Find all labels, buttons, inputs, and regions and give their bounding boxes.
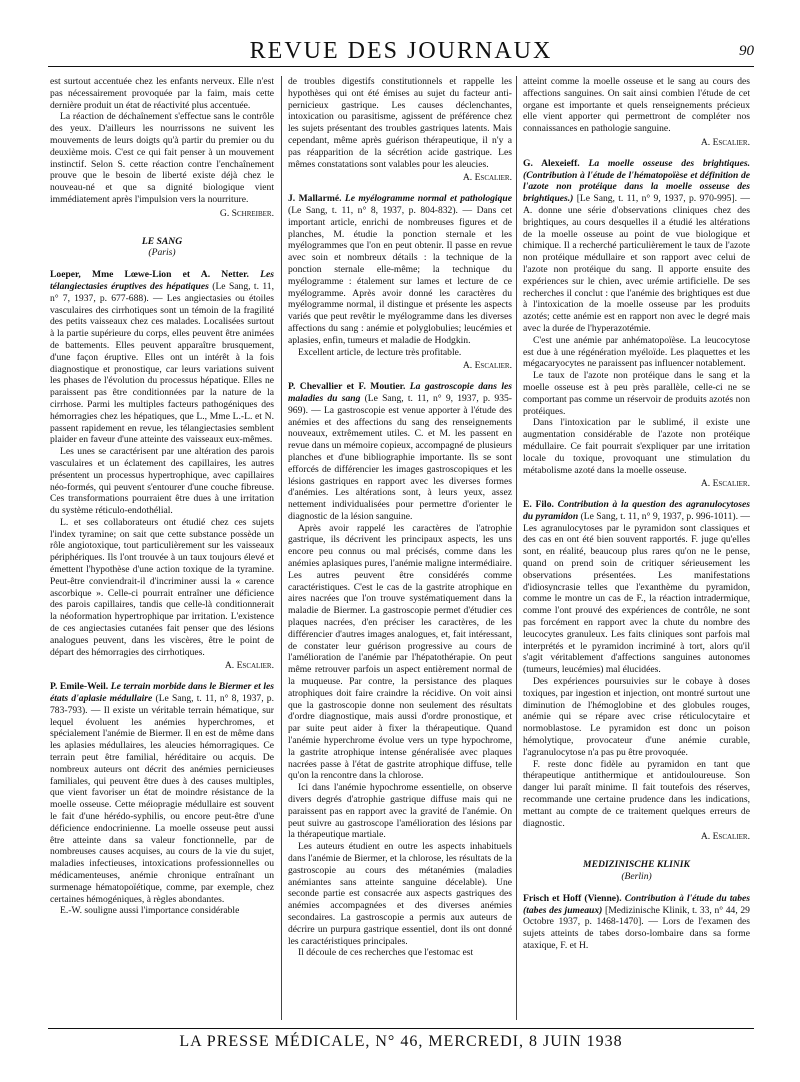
abstract-reference: (Le Sang, t. 11, n° 8, 1937, p. 804-832). xyxy=(288,204,458,216)
section-subtitle: (Berlin) xyxy=(621,871,652,882)
abstract-entry xyxy=(50,269,274,446)
abstract-title: Contribution à l'étude du tabes (tabes des jumeaux) xyxy=(523,892,750,916)
paragraph: est surtout accentuée chez les enfants nerveux. Elle n'est pas nécessairement provoquée par la faim, mais cette dernière produit un état de réactivité plus accentuée. xyxy=(50,76,274,111)
paragraph: de troubles digestifs constitutionnels et rappelle les hypothèses qui ont été émises au sujet du facteur anti-pernicieux gastrique. Les causes déclenchantes, intoxication ou parasitisme, agissent de préférence chez les sujets présentant des troubles gastriques latents. Mais cependant, même après guérison thérapeutique, il n'y a pas réapparition de la sécrétion acide gastrique. Les mêmes constatations sont valables pour les aleucies. xyxy=(288,76,512,170)
section-title: MEDIZINISCHE KLINIK xyxy=(583,859,690,871)
abstract-entry xyxy=(523,499,750,676)
abstract-authors: P. Emile-Weil. xyxy=(50,681,109,693)
paragraph: Les auteurs étudient en outre les aspects inhabituels dans l'anémie de Biermer, et la chlorose, les résultats de la gastroscopie au cours des métanémies (maladies anémiantes sans atteinte sanguine décelable). Une seconde partie est consacrée aux aspects gastriques des anémies accompagnées et des diverses anémies secondaires. La gastroscopie a permis aux auteurs de décrire un purpura gastrique essentiel, dont ils ont donné les caractéristiques principales. xyxy=(288,841,512,947)
paragraph: L. et ses collaborateurs ont étudié chez ces sujets l'index tyramine; on sait que cette substance possède un rôle angiotoxique, tout particulièrement sur les vaisseaux périphériques. Ils l'ont trouvée à un taux toujours élevé et émettent l'hypothèse d'une action toxique de la tyramine. Peut-être conviendrait-il d'incriminer aussi la « carence ascorbique ». Celle-ci pourrait entraîner une déficience des parois capillaires, tandis que celle-là conditionnerait la néoformation hypertrophique par irritation. L'existence de ces angiectasies cutanées fait penser que des lésions analogues peuvent, dans les viscères, être le point de départ des hémorragies des cirrhotiques. xyxy=(50,516,274,658)
abstract-signature: A. Escalier. xyxy=(224,660,274,672)
column-divider xyxy=(281,76,282,1020)
paragraph: F. reste donc fidèle au pyramidon en tant que thérapeutique antithermique et antidouloureuse. Son danger lui paraît minime. Il fait toutefois des réserves, recommande une certaine prudence dans les indications, mettant au compte de ce traitement quelques erreurs de diagnostic. xyxy=(523,758,750,829)
paragraph: La réaction de déchaînement s'effectue sans le contrôle des yeux. D'ailleurs les nourrissons ne suivent les mouvements de leurs doigts qu'à partir du premier ou du deuxième mois. C'est ce qui fait penser à un mouvement instinctif. Selon S. cette réaction contre l'enchaînement prouve que le besoin de liberté existe déjà chez le nouveau-né et que sa dignité biologique vient immédiatement après l'impulsion vers la nourriture. xyxy=(50,111,274,205)
paragraph: atteint comme la moelle osseuse et le sang au cours des affections sanguines. On sait ainsi combien l'étude de cet organe est importante et quels renseignements précieux elle vient apporter qui permettront de compléter nos connaissances en pathologie sanguine. xyxy=(523,76,750,135)
paragraph: C'est une anémie par anhématopoïèse. La leucocytose est due à une régénération myéloïde. Les plaquettes et les mégacaryocytes ne paraissent pas influencer notablement. xyxy=(523,334,750,370)
abstract-title: Le myélogramme normal et pathologique xyxy=(344,193,512,205)
abstract-entry xyxy=(523,158,750,335)
abstract-authors: Frisch et Hoff (Vienne). xyxy=(523,892,622,904)
paragraph: Ici dans l'anémie hypochrome essentielle, on observe divers degrés d'atrophie gastrique diffuse mais qui ne paraissent pas en rapport avec la gravité de l'anémie. On peut suivre au gastroscope l'amélioration des lésions par la thérapeutique martiale. xyxy=(288,782,512,841)
paragraph: Après avoir rappelé les caractères de l'atrophie gastrique, ils décrivent les principaux aspects, les uns encore peu connus ou mal précisés, comme dans les anémies aplasiques pures, l'anémie maligne intermédiaire. Les autres peuvent être considérés comme caractéristiques. C'est le cas de la gastrite atrophique en aires nacrées que l'on trouve systématiquement dans la maladie de Biermer. La gastroscopie permet d'étudier ces plaques nacrées, d'en préciser les caractères, de les différencier d'autres images analogues, et, fait intéressant, de constater leur guérison progressive au cours de l'amélioration de l'anémie par l'hépatothérapie. On peut même retrouver parfois un aspect entièrement normal de la muqueuse. Par contre, la persistance des plaques atrophiques doit faire craindre la récidive. On voit ainsi que la gastroscopie donne non seulement des résultats d'ordre diagnostique, mais aussi d'ordre pronostique, et par suite peut aider à fixer la thérapeutique. Quand l'anémie hyperchrome évolue vers un type hypochrome, la gastrite atrophique intense généralisée avec plaques nacrées passe à l'état de gastrite atrophique diffuse, telle qu'on la rencontre dans la chlorose. xyxy=(288,522,512,782)
abstract-text: — A. donne une série d'observations cliniques chez des brightiques, au cours desquelles il a étudié les altérations de la moelle osseuse au point de vue biologique et chimique. Il a recherché particulièrement le taux de l'azote non protéique médullaire et son rapport avec celui de l'azote non protéique du sang. Il apporte ensuite des expériences sur le chien, avec urémie artificielle. De ses recherches il conclut : que l'anémie des brightiques est due à l'intoxication de la moelle osseuse par les produits azotés; cette anémie est en rapport non avec le degré mais avec la durée de l'hyperazotémie. xyxy=(523,193,750,334)
journal-title: REVUE DES JOURNAUX xyxy=(249,38,553,64)
abstract-reference: [Le Sang, t. 11, n° 9, 1937, p. 970-995]. xyxy=(576,193,738,205)
abstract-reference: [Medizinische Klinik, t. 33, n° 44, 29 Octobre 1937, p. 1468-1470]. xyxy=(523,904,750,928)
paragraph: Le taux de l'azote non protéique dans le sang et la moelle osseuse est à peu près parallèle, celle-ci ne se comportant pas comme un réservoir de produits azotés non protéiques. xyxy=(523,370,750,417)
text-column-3 xyxy=(523,76,750,1020)
text-column-2 xyxy=(288,76,512,1020)
abstract-title: Contribution à la question des agranulocytoses du pyramidon xyxy=(523,499,750,522)
abstract-signature: G. Schreiber. xyxy=(219,207,274,219)
abstract-authors: P. Chevallier et F. Moutier. xyxy=(288,381,406,393)
abstract-entry xyxy=(523,893,750,952)
abstract-reference: (Le Sang, t. 11, n° 7, 1937, p. 677-688). xyxy=(50,280,274,304)
abstract-title: La moelle osseuse des brightiques. (Contribution à l'étude de l'hématopoïèse et définition de l'azote non protéique dans la moelle osseuse des brightiques.) xyxy=(523,157,750,205)
abstract-signature: A. Escalier. xyxy=(462,360,512,372)
paragraph: Des expériences poursuivies sur le cobaye à doses toxiques, par ingestion et injection, ont montré surtout une diminution de l'hémoglobine et des globules rouges, anémie qui se répare avec crise réticulocytaire et normoblastose. Le pyramidon est donc un poison hémolytique, provocateur d'une anémie curable, l'agranulocytose n'a pas pu être provoquée. xyxy=(523,676,750,758)
abstract-signature: A. Escalier. xyxy=(700,136,750,148)
section-title: LE SANG xyxy=(141,235,183,247)
paragraph: Il découle de ces recherches que l'estomac est xyxy=(298,947,474,959)
abstract-authors: J. Mallarmé. xyxy=(288,193,342,205)
paragraph: Excellent article, de lecture très profitable. xyxy=(298,346,462,358)
page-footer: LA PRESSE MÉDICALE, N° 46, MERCREDI, 8 JUIN 1938 xyxy=(48,1028,754,1051)
abstract-signature: A. Escalier. xyxy=(700,831,750,843)
abstract-reference: (Le Sang, t. 11, n° 9, 1937, p. 935-969). xyxy=(288,392,512,416)
abstract-title: La gastroscopie dans les maladies du sang xyxy=(288,381,512,404)
abstract-text: — Les agranulocytoses par le pyramidon sont classiques et des cas en ont été bien souvent rapportés. F. juge qu'elles sont, en réalité, beaucoup plus rares qu'on ne le pense, quand on prend soin de critiquer sérieusement les observations présentées. Les manifestations d'idiosyncrasie telles que l'exanthème du pyramidon, comme le montre un cas de F., la réaction intradermique, comme l'ont prouvé des expériences de contrôle, ne sont pas forcément en rapport avec la chute du nombre des leucocytes granuleux. Les faits cliniques sont parfois mal interprétés et le pyramidon incriminé à tort, alors qu'il s'agit véritablement d'affections sanguines autonomes (tumeurs, leucémies) mal élucidées. xyxy=(523,510,750,676)
text-column-1 xyxy=(50,76,274,1020)
page-header xyxy=(48,36,754,67)
abstract-reference: (Le Sang, t. 11, n° 9, 1937, p. 996-1011). xyxy=(580,510,739,522)
abstract-text: — La gastroscopie est venue apporter à l'étude des anémies et des affections du sang des renseignements nouveaux, extrêmement utiles. C. et M. les passent en revue dans un mémoire copieux, accompagné de plusieurs planches et d'une bibliographie importante. Ils se sont efforcés de différencier les images gastroscopiques et les lésions gastriques en rapport avec les diverses formes d'anémies. Les altérations sont, à leurs yeux, assez nettement individualisées pour permettre d'orienter le diagnostic de la lésion sanguine. xyxy=(288,404,512,522)
section-subtitle: (Paris) xyxy=(148,247,176,259)
abstract-entry xyxy=(50,681,274,905)
abstract-text: — Les angiectasies ou étoiles vasculaires des cirrhotiques sont un témoin de la fragilité des petits vaisseaux chez ces malades. Localisées surtout à la partie supérieure du corps, elles peuvent être animées de battements. Elles peuvent apparaître brusquement, d'une façon éruptive. Elles ont un intérêt à la fois diagnostique et pronostique, car leurs variations suivent les phases de l'évolution du processus hépatique. Elles ne paraissent pas être conditionnées par la nature de la cirrhose. Parmi les multiples facteurs pathogéniques des hémorragies chez les hépatiques, que L., Mme L.-L. et N. passent rapidement en revue, les télangiectasies semblent plaider en faveur d'une atteinte des vaisseaux eux-mêmes. xyxy=(50,292,274,446)
abstract-entry xyxy=(288,193,512,346)
paragraph: Les unes se caractérisent par une altération des parois vasculaires et un éclatement des capillaires, les autres présentent un processus hypertrophique, avec capillaires néo-formés, qui peuvent s'entourer d'une couche fibreuse. Ces transformations pourraient être dues à une irritation du système réticulo-endothélial. xyxy=(50,446,274,517)
abstract-signature: A. Escalier. xyxy=(462,172,512,184)
abstract-reference: (Le Sang, t. 11, n° 8, 1937, p. 783-793). xyxy=(50,693,274,716)
abstract-entry xyxy=(288,381,512,523)
page-number: 90 xyxy=(739,43,754,59)
abstract-text: — Il existe un véritable terrain hématique, sur lequel évoluent les anémies hyperchromes, et spécialement l'anémie de Biermer. Il en est de même dans les aplasies médullaires, les aleucies hémorragiques. Ce terrain peut être familial, héréditaire ou acquis. De nombreux auteurs ont décrit des anémies pernicieuses familiales, qui peuvent être dues à des causes multiples, que vient favoriser un état de moindre résistance de la moelle osseuse. Cette méiopragie médullaire est souvent le fait d'une hérédo-syphilis, ou encore peut-être d'une déficience endocrinienne. La moelle osseuse peut aussi être atteinte dans sa valeur fonctionnelle, par de nombreuses causes acquises, au cours de la vie du sujet, maladies infectieuses, intoxications professionnelles ou médicamenteuses, anémie chronique entraînant un surmenage hématopoïétique, comme, par exemple, chez certaines hémogéniques, à règles abondantes. xyxy=(50,704,274,905)
column-divider xyxy=(516,76,517,1020)
abstract-text: — Lors de l'examen des sujets atteints de tabes dorso-lombaire dans sa forme ataxique, F. et H. xyxy=(523,916,750,951)
paragraph: E.-W. souligne aussi l'importance considérable xyxy=(60,905,240,917)
abstract-signature: A. Escalier. xyxy=(700,478,750,490)
abstract-authors: E. Filo. xyxy=(523,499,554,511)
paragraph: Dans l'intoxication par le sublimé, il existe une augmentation considérable de l'azote non protéique médullaire. Ce fait pourrait s'expliquer par une irritation locale du toxique, provoquant une stimulation du métabolisme azoté dans la moelle osseuse. xyxy=(523,417,750,476)
abstract-authors: Loeper, Mme Lœwe-Lion et A. Netter. xyxy=(50,269,249,281)
abstract-text: — Dans cet important article, enrichi de nombreuses figures et de planches, M. étudie la ponction sternale et les myélogrammes que l'on en peut obtenir. Il passe en revue avec soin et nombreux détails : la technique de la ponction sternale elle-même; la technique du myélogramme : étalement sur lames et lecture de ce myélogramme. Après avoir donné les caractères du myélogramme normal, il distingue et présente les aspects variés que peut revêtir le myélogramme dans les diverses affections du sang : anémie et polyglobulies; leucémies et aplasies, enfin, tumeurs et maladie de Hodgkin. xyxy=(288,204,512,346)
abstract-title: Le terrain morbide dans le Biermer et les états d'aplasie médullaire xyxy=(50,681,274,705)
abstract-title: Les télangiectasies éruptives des hépatiques xyxy=(50,269,274,292)
abstract-authors: G. Alexeieff. xyxy=(523,157,580,169)
